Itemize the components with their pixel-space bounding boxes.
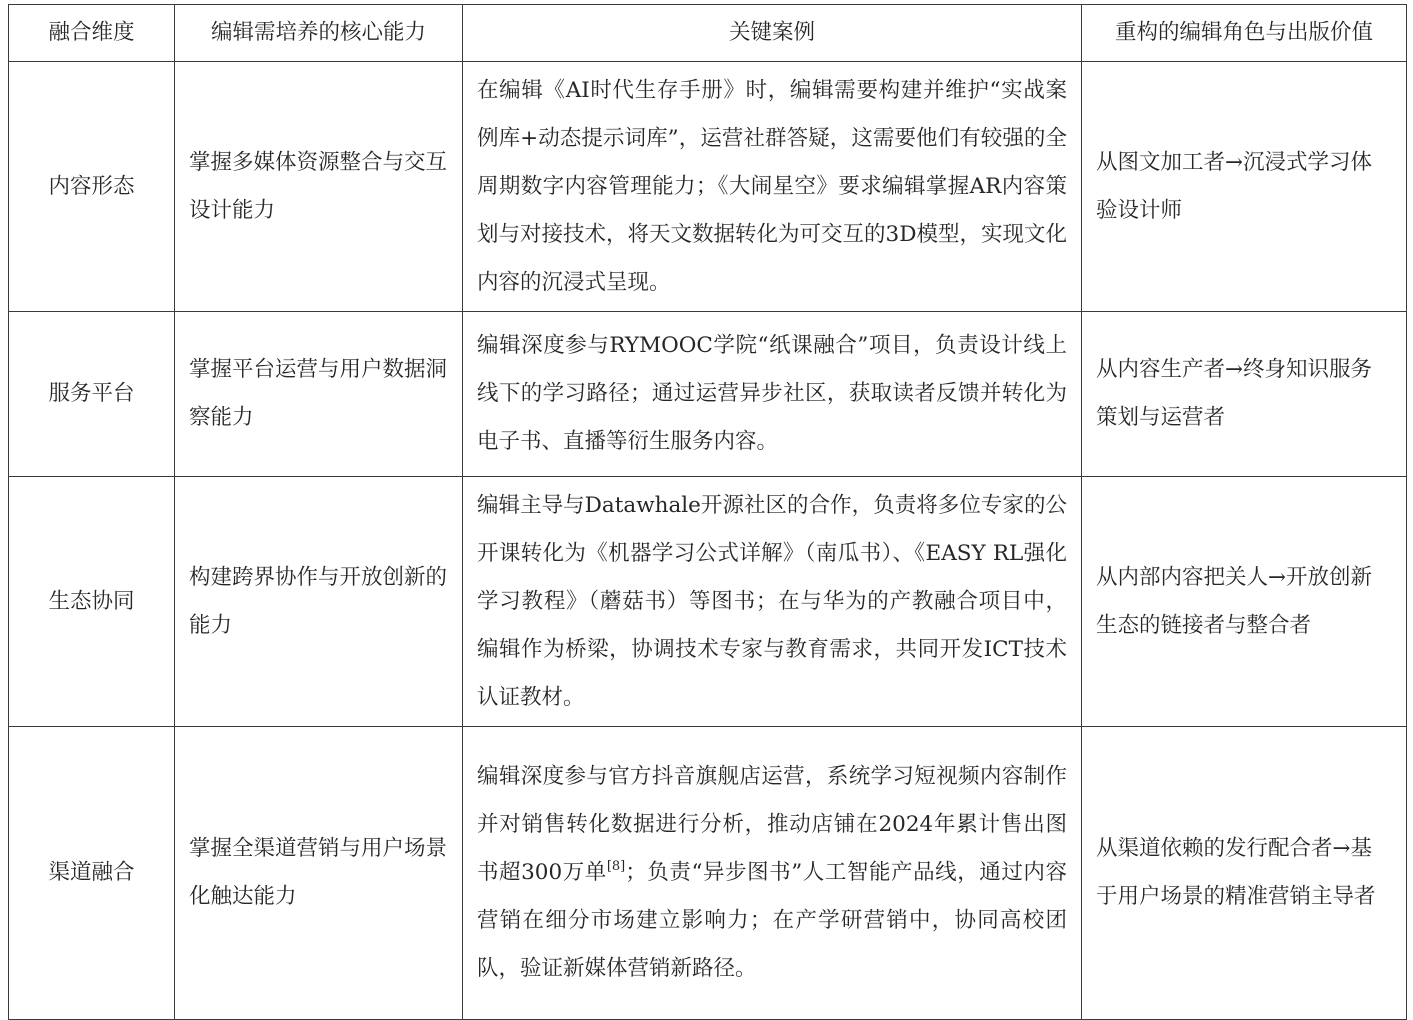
cell-case: 在编辑《AI时代生存手册》时，编辑需要构建并维护“实战案例库+动态提示词库”，运营社群答疑，这需要他们有较强的全周期数字内容管理能力；《大闹星空》要求编辑掌握AR内容策划与对接技术，将天文数据转化为可交互的3D模型，实现文化内容的沉浸式呈现。 (463, 62, 1082, 312)
citation-ref[interactable]: [8] (606, 859, 626, 874)
cell-capability: 掌握平台运营与用户数据洞察能力 (175, 312, 463, 477)
cell-capability: 掌握多媒体资源整合与交互设计能力 (175, 62, 463, 312)
cell-case: 编辑深度参与RYMOOC学院“纸课融合”项目，负责设计线上线下的学习路径；通过运营异步社区，获取读者反馈并转化为电子书、直播等衍生服务内容。 (463, 312, 1082, 477)
cell-role: 从内部内容把关人→开放创新生态的链接者与整合者 (1082, 477, 1407, 727)
table-row (9, 477, 1407, 727)
case-text-before-citation: 编辑深度参与官方抖音旗舰店运营，系统学习短视频内容制作并对销售转化数据进行分析，推动店铺在2024年累计售出图书超300万单 (477, 764, 1067, 885)
cell-dimension: 内容形态 (9, 62, 175, 312)
header-role: 重构的编辑角色与出版价值 (1082, 5, 1407, 62)
cell-capability: 掌握全渠道营销与用户场景化触达能力 (175, 727, 463, 1020)
table-header-row (9, 5, 1407, 62)
cell-role: 从内容生产者→终身知识服务策划与运营者 (1082, 312, 1407, 477)
cell-role: 从图文加工者→沉浸式学习体验设计师 (1082, 62, 1407, 312)
table-row (9, 62, 1407, 312)
cell-dimension: 服务平台 (9, 312, 175, 477)
case-text-after-citation: ；负责“异步图书”人工智能产品线，通过内容营销在细分市场建立影响力；在产学研营销中，协同高校团队，验证新媒体营销新路径。 (477, 860, 1067, 981)
cell-dimension: 渠道融合 (9, 727, 175, 1020)
cell-case: 编辑主导与Datawhale开源社区的合作，负责将多位专家的公开课转化为《机器学习公式详解》（南瓜书）、《EASY RL强化学习教程》（蘑菇书）等图书；在与华为的产教融合项目中，编辑作为桥梁，协调技术专家与教育需求，共同开发ICT技术认证教材。 (463, 477, 1082, 727)
header-dimension: 融合维度 (9, 5, 175, 62)
header-capability: 编辑需培养的核心能力 (175, 5, 463, 62)
cell-role: 从渠道依赖的发行配合者→基于用户场景的精准营销主导者 (1082, 727, 1407, 1020)
capability-table (8, 4, 1407, 1020)
table-row (9, 312, 1407, 477)
header-case: 关键案例 (463, 5, 1082, 62)
table-row (9, 727, 1407, 1020)
cell-capability: 构建跨界协作与开放创新的能力 (175, 477, 463, 727)
cell-case (463, 727, 1082, 1020)
cell-dimension: 生态协同 (9, 477, 175, 727)
